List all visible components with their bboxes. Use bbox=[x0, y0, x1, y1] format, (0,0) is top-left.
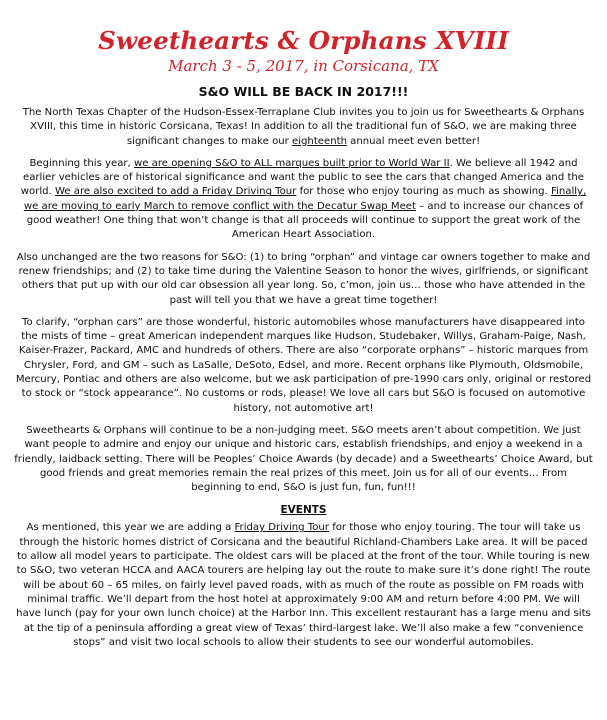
events-paragraph: As mentioned, this year we are adding a Friday Driving Tour for those who enjoy touring. The tour will take us through the historic homes district of Corsicana and the beautiful Richland-Chambers Lake area. It will be paced to allow all model years to participate. The oldest cars will be placed at the front of the tour. While touring is new to S&O, two veteran HCCA and AACA tourers are helping lay out the route to make sure it’s done right! The route will be about 60 – 65 miles, on fairly level paved roads, with as much of the route as possible on FM roads with minimal traffic. We’ll depart from the host hotel at approximately 9:00 AM and return before 4:00 PM. We will have lunch (pay for your own lunch choice) at the Harbor Inn. This excellent restaurant has a large menu and sits at the tip of a peninsula affording a great view of Texas’ third-largest lake. We’ll also make a few “convenience stops” and visit two local schools to allow their students to see our wonderful automobiles. bbox=[16, 522, 591, 648]
underlined-marques: we are opening S&O to ALL marques built prior to World War II bbox=[133, 157, 450, 169]
underlined-driving-tour: We are also excited to add a Friday Driving Tour bbox=[54, 186, 297, 198]
underlined-eighteenth: eighteenth bbox=[292, 135, 347, 147]
underlined-friday-tour: Friday Driving Tour bbox=[234, 522, 329, 534]
event-title: Sweethearts & Orphans XVIII bbox=[98, 26, 509, 55]
events-heading: EVENTS bbox=[280, 504, 327, 517]
reasons-paragraph: Also unchanged are the two reasons for S&O: (1) to bring “orphan” and vintage car owners together to make and renew friendships; and (2) to take time during the Valentine Season to honor the wives, girlfriends, or significant others that put up with our old car obsession all year long. So, c’mon, join us… those who have attended in the past will tell you that we have a great time together! bbox=[16, 251, 591, 306]
intro-paragraph: The North Texas Chapter of the Hudson-Essex-Terraplane Club invites you to join us for Sweethearts & Orphans XVIII, this time in historic Corsicana, Texas! In addition to all the traditional fun of S&O, we are making three significant changes to make our eighteenth annual meet even better! bbox=[22, 107, 585, 147]
orphan-cars-paragraph: To clarify, “orphan cars” are those wonderful, historic automobiles whose manufacturers have disappeared into the mists of time – great American independent marques like Hudson, Studebaker, Willys, Graham-Paige, Nash, Kaiser-Frazer, Packard, AMC and hundreds of others. There are also “corporate orphans” – historic marques from Chrysler, Ford, and GM – such as LaSalle, DeSoto, Edsel, and more. Recent orphans like Plymouth, Oldsmobile, Mercury, Pontiac and others are also welcome, but we ask participation of pre-1990 cars only, original or restored to stock or “stock appearance”. No customs or rods, please! We love all cars but S&O is focused on automotive history, not automotive art! bbox=[15, 316, 592, 414]
underlined-march-move: Finally, we are moving to early March to remove conflict with the Decatur Swap Meet bbox=[23, 186, 587, 212]
headline: S&O WILL BE BACK IN 2017!!! bbox=[198, 84, 409, 99]
non-judging-paragraph: Sweethearts & Orphans will continue to be a non-judging meet. S&O meets aren’t about competition. We just want people to admire and enjoy our unique and historic cars, establish friendships, and enjoy a weekend in a friendly, laidback setting. There will be Peoples’ Choice Awards (by decade) and a Sweethearts’ Choice Award, but good friends and great memories remain the real prizes of this meet. Join us for all of our events… From beginning to end, S&O is just fun, fun, fun!!! bbox=[14, 424, 593, 494]
changes-paragraph: Beginning this year, we are opening S&O to ALL marques built prior to World War II. We believe all 1942 and earlier vehicles are of historical significance and want the public to see the cars that changed America and the world. We are also excited to add a Friday Driving Tour for those who enjoy touring as much as showing. Finally, we are moving to early March to remove conflict with the Decatur Swap Meet – and to increase our chances of good weather! One thing that won’t change is that all proceeds will continue to support the great work of the American Heart Association. bbox=[20, 157, 587, 241]
event-date-location: March 3 - 5, 2017, in Corsicana, TX bbox=[168, 57, 439, 75]
